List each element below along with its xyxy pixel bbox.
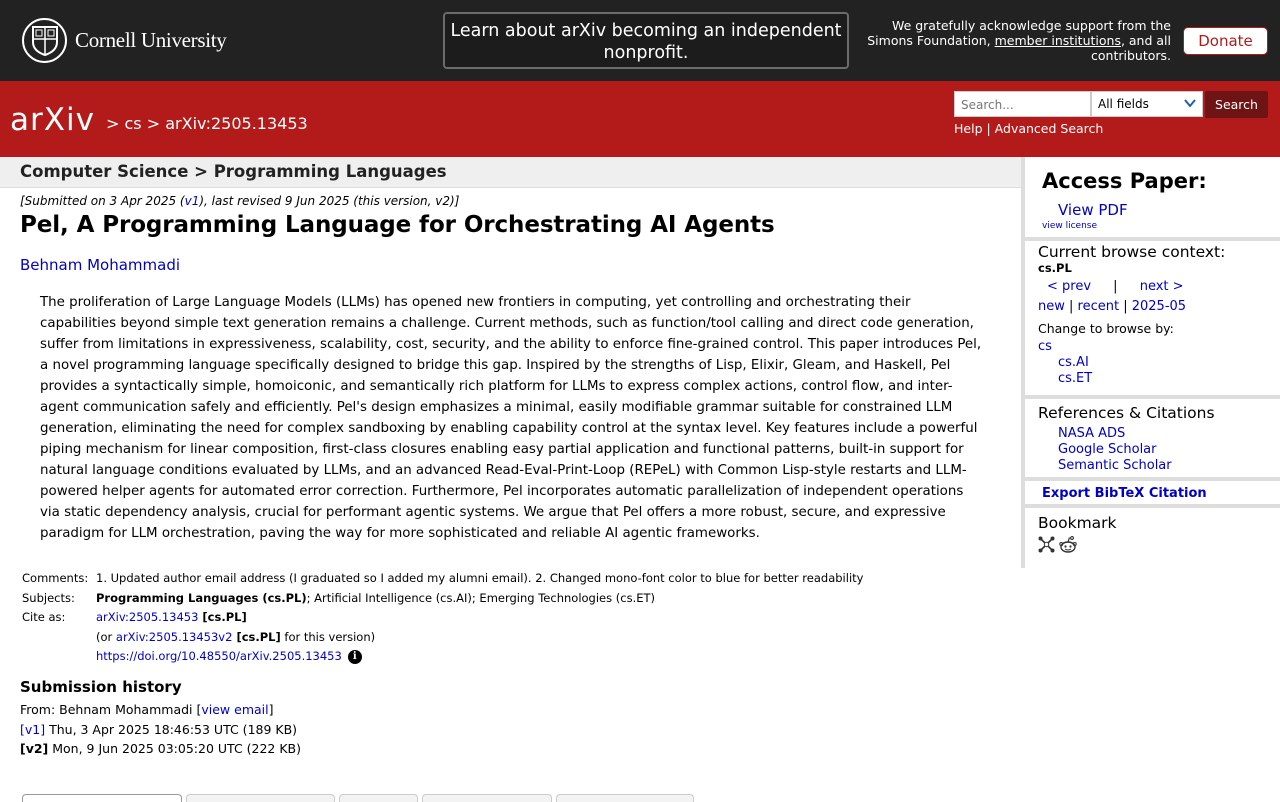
doi-link[interactable]: https://doi.org/10.48550/arXiv.2505.13453: [96, 649, 342, 664]
listing-sep: |: [1119, 299, 1132, 314]
breadcrumb-sep: >: [141, 114, 166, 133]
search-field-select[interactable]: [1091, 91, 1203, 117]
authors: [20, 256, 180, 274]
breadcrumb-paper-id: arXiv:2505.13453: [165, 114, 308, 133]
access-paper-title: Access Paper:: [1042, 169, 1207, 193]
browse-cs-et-link[interactable]: cs.ET: [1058, 371, 1093, 386]
subjects-row: [22, 588, 863, 608]
extra-tab[interactable]: [22, 794, 182, 802]
paper-title: Pel, A Programming Language for Orchestrating AI Agents: [20, 212, 775, 238]
info-icon[interactable]: i: [348, 650, 362, 664]
comments-row: [22, 568, 863, 588]
submission-dateline: [20, 194, 459, 208]
export-bibtex-link[interactable]: Export BibTeX Citation: [1042, 486, 1207, 501]
cite-arxiv-link[interactable]: arXiv:2505.13453: [96, 610, 199, 625]
cornell-name: Cornell University: [75, 27, 227, 52]
breadcrumb-sep: >: [106, 114, 125, 133]
view-pdf-link[interactable]: View PDF: [1058, 201, 1128, 219]
chevron-down-icon: [1184, 96, 1196, 113]
month-link[interactable]: 2025-05: [1131, 299, 1187, 314]
dateline-post: ), last revised 9 Jun 2025 (this version, v2)]: [199, 194, 460, 208]
author-link[interactable]: Behnam Mohammadi: [20, 256, 181, 274]
doi-row: [22, 647, 863, 667]
top-bar: [0, 0, 1280, 81]
version-v1-link[interactable]: [v1]: [20, 721, 46, 737]
comments-value: 1. Updated author email address (I graduated so I added my alumni email). 2. Changed mono-font color to blue for better readability: [96, 570, 864, 585]
help-links: [954, 121, 1103, 136]
cite-version-value: [96, 630, 375, 644]
cite-label: Cite as:: [22, 610, 66, 625]
browse-cs-ai-link[interactable]: cs.AI: [1058, 355, 1089, 370]
doi-value: [96, 649, 362, 664]
prev-next-nav: [1047, 279, 1184, 294]
donate-button[interactable]: Donate: [1183, 27, 1268, 55]
prev-link[interactable]: < prev: [1047, 279, 1092, 294]
version-v2-line: [20, 741, 301, 761]
version-v1-text: Thu, 3 Apr 2025 18:46:53 UTC (189 KB): [45, 721, 298, 737]
browse-cs-link[interactable]: cs: [1038, 339, 1052, 354]
new-link[interactable]: new: [1038, 299, 1065, 314]
reddit-icon[interactable]: [1059, 536, 1077, 557]
cite-version-link[interactable]: arXiv:2505.13453v2: [115, 629, 233, 644]
other-subjects: ; Artificial Intelligence (cs.AI); Emerging Technologies (cs.ET): [306, 590, 655, 605]
subjects-label: Subjects:: [22, 590, 75, 605]
cite-version-category: [cs.PL]: [232, 629, 281, 644]
search-field-value: All fields: [1098, 97, 1149, 111]
next-link[interactable]: next >: [1139, 279, 1184, 294]
submitter-line: [20, 702, 301, 722]
google-scholar-link[interactable]: Google Scholar: [1058, 442, 1157, 457]
browse-context-title: Current browse context:: [1038, 243, 1226, 261]
breadcrumb: [106, 114, 308, 133]
nasa-ads-link[interactable]: NASA ADS: [1058, 426, 1126, 441]
bookmark-icons: [1038, 536, 1077, 557]
primary-subject: Programming Languages (cs.PL): [96, 590, 307, 605]
search-input[interactable]: Search...: [954, 91, 1091, 117]
nav-separator: |: [1113, 279, 1118, 294]
subject-header: Computer Science > Programming Languages: [0, 157, 1021, 188]
bookmark-title: Bookmark: [1038, 514, 1117, 532]
extra-tab[interactable]: [339, 794, 418, 802]
support-text-pre: We gratefully acknowledge support from the Simons Foundation,: [867, 18, 1171, 48]
version-v2-label: [v2]: [20, 741, 49, 757]
breadcrumb-cs-link[interactable]: cs: [124, 114, 142, 133]
version-v2-text: Mon, 9 Jun 2025 03:05:20 UTC (222 KB): [48, 741, 301, 757]
help-link[interactable]: Help: [954, 121, 983, 136]
arxiv-logo-text: arXiv: [10, 103, 95, 138]
help-sep: |: [982, 121, 995, 136]
listing-sep: |: [1064, 299, 1078, 314]
advanced-search-link[interactable]: Advanced Search: [994, 121, 1104, 136]
subjects-value: [96, 591, 655, 605]
dateline-pre: [Submitted on 3 Apr 2025 (: [20, 194, 185, 208]
abstract: The proliferation of Large Language Models (LLMs) has opened new frontiers in computing, yet controlling and orchestrating their capabilities beyond simple text generation remains a challenge. Current methods, such as function/tool calling and direct code generation, suffer from limitations in expressiveness, scalability, cost, security, and the ability to enforce fine-grained control. This paper introduces Pel, a novel programming language specifically designed to bridge this gap. Inspired by the strengths of Lisp, Elixir, Gleam, and Haskell, Pel provides a syntactically simple, homoiconic, and semantically rich platform for LLMs to express complex actions, control flow, and inter-agent communication safely and efficiently. Pel's design emphasizes a minimal, easily modifiable grammar suitable for constrained LLM generation, eliminating the need for complex sandboxing by enabling capability control at the syntax level. Key features include a powerful piping mechanism for linear composition, first-class closures enabling easy partial application and functional patterns, built-in support for natural language conditions evaluated by LLMs, and an advanced Read-Eval-Print-Loop (REPeL) with Common Lisp-style restarts and LLM-powered helper agents for automated error correction. Furthermore, Pel incorporates automatic parallelization of independent operations via static dependency analysis, crucial for performant agentic systems. We argue that Pel offers a more robust, secure, and expressive paradigm for LLM orchestration, paving the way for more sophisticated and reliable AI agentic frameworks.: [40, 295, 982, 541]
member-institutions-link[interactable]: member institutions: [994, 33, 1121, 48]
bibsonomy-icon[interactable]: [1038, 536, 1055, 557]
cite-version-row: [22, 627, 863, 647]
listing-nav: [1038, 299, 1186, 314]
extra-tab[interactable]: [422, 794, 552, 802]
version-v1-line: [20, 722, 301, 742]
cite-version-pre: (or: [96, 629, 116, 644]
arxiv-logo[interactable]: [10, 103, 102, 148]
change-browse-label: Change to browse by:: [1038, 321, 1174, 336]
extra-tab[interactable]: [556, 794, 694, 802]
metadata-table: [22, 568, 863, 666]
cite-row: [22, 607, 863, 627]
arxiv-header: [0, 81, 1280, 157]
submitter-pre: From: Behnam Mohammadi [: [20, 702, 202, 717]
submission-history-title: Submission history: [20, 678, 182, 696]
comments-label: Comments:: [22, 570, 89, 585]
semantic-scholar-link[interactable]: Semantic Scholar: [1058, 458, 1172, 473]
dateline-v1-link[interactable]: v1: [184, 194, 200, 208]
cite-value: [96, 610, 247, 624]
nonprofit-announcement-button[interactable]: Learn about arXiv becoming an independent nonprofit.: [443, 12, 849, 69]
submission-history: [20, 702, 301, 761]
submitter-post: ]: [268, 702, 274, 717]
support-text-post: , and all contributors.: [1091, 33, 1171, 63]
extra-tab[interactable]: [186, 794, 335, 802]
browse-context-category: cs.PL: [1038, 261, 1072, 275]
search-button[interactable]: Search: [1205, 91, 1268, 118]
references-title: References & Citations: [1038, 404, 1215, 422]
cite-version-post: for this version): [280, 629, 376, 644]
view-license-link[interactable]: view license: [1042, 221, 1098, 231]
cornell-seal-icon: [22, 18, 67, 63]
right-sidebar: [1021, 157, 1280, 568]
view-email-link[interactable]: view email: [201, 702, 269, 717]
recent-link[interactable]: recent: [1077, 299, 1120, 314]
cornell-logo-link[interactable]: [22, 17, 227, 63]
cite-category: [cs.PL]: [198, 610, 247, 625]
support-acknowledgement: [858, 18, 1171, 63]
